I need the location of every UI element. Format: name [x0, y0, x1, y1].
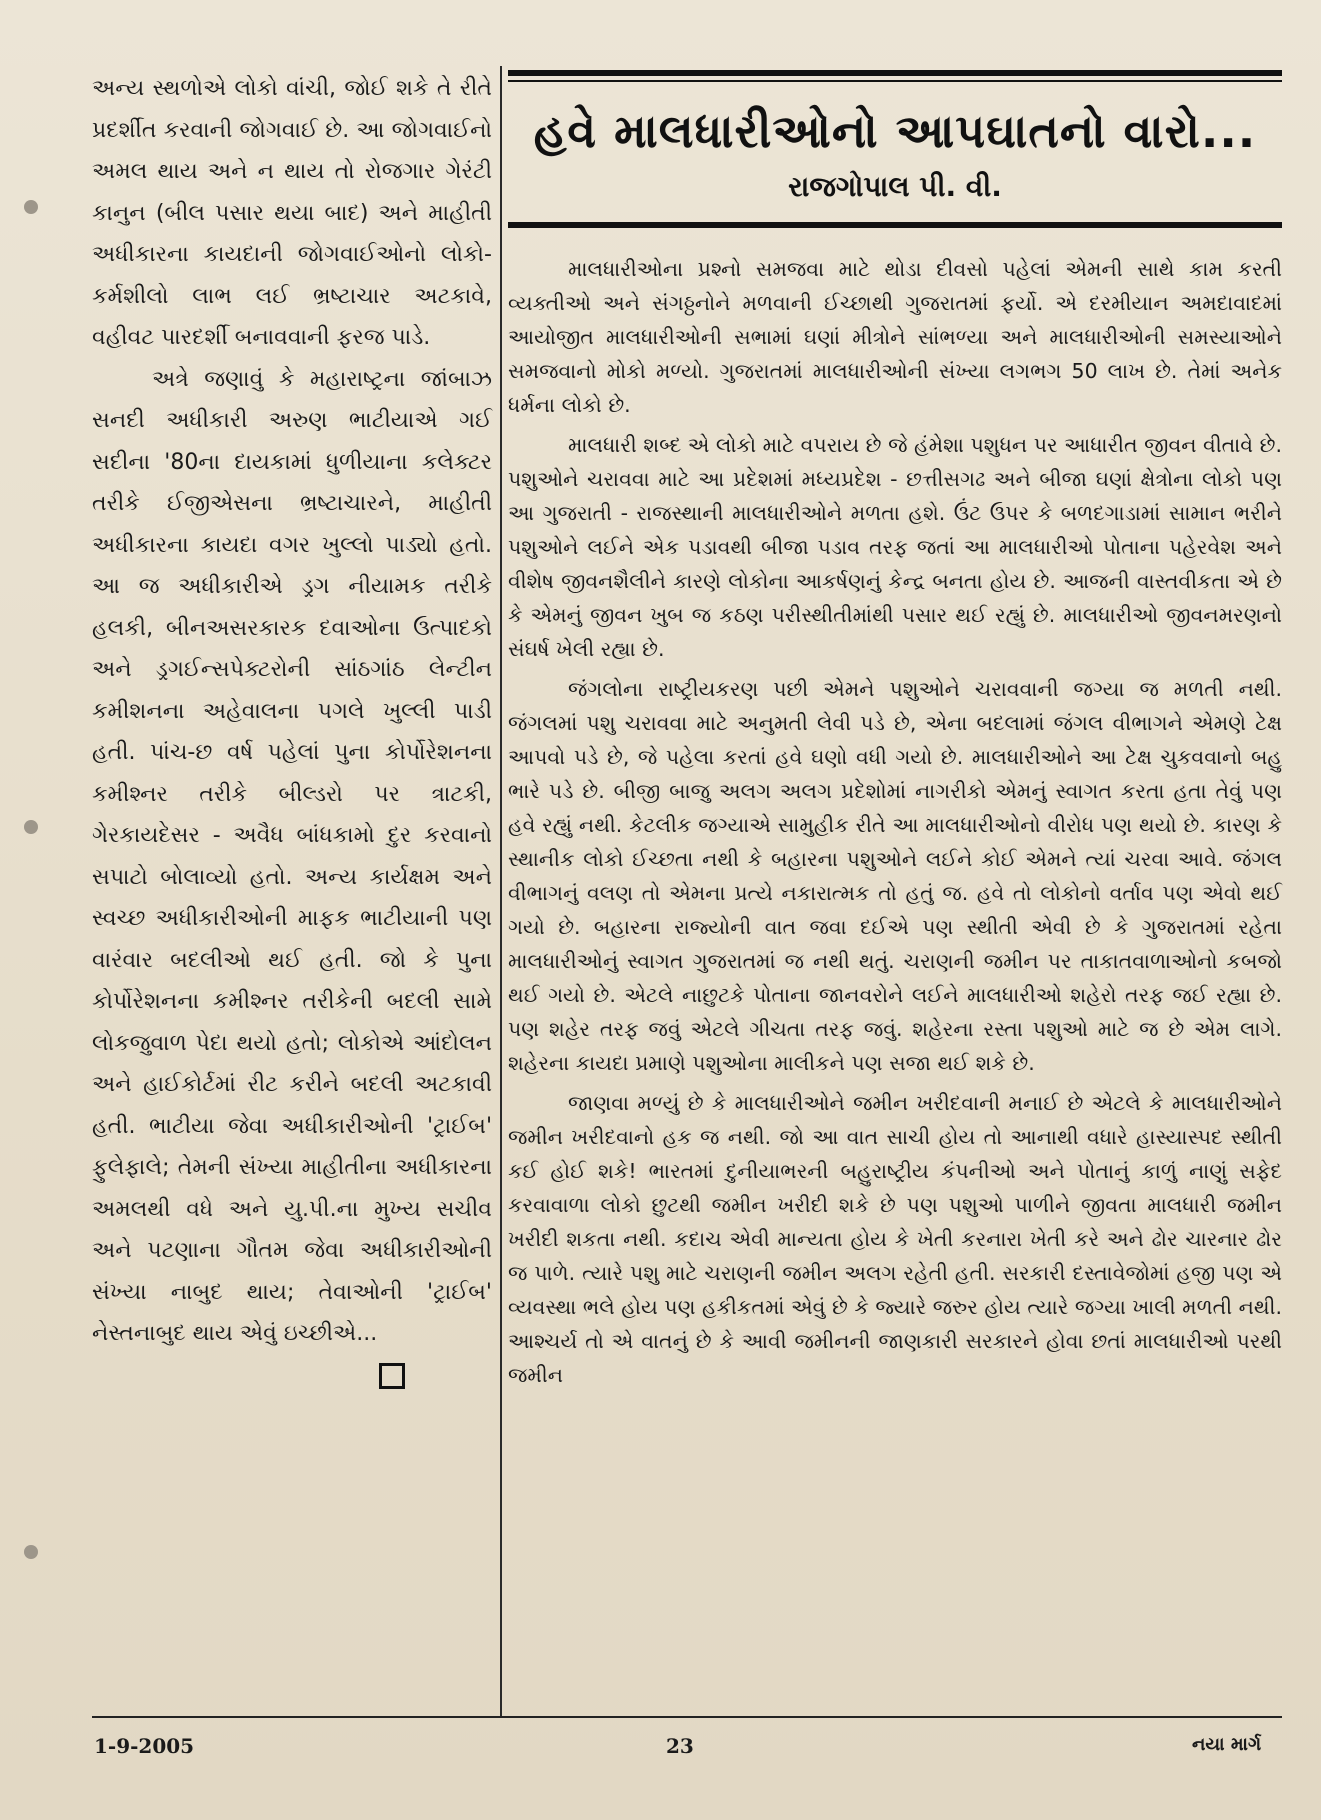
- footer-rule: [92, 1716, 1282, 1718]
- article-paragraph-2: માલધારી શબ્દ એ લોકો માટે વપરાય છે જે હંમેશા પશુધન પર આધારીત જીવન વીતાવે છે. પશુઓને ચરાવવા માટે આ પ્રદેશમાં મધ્યપ્રદેશ - છત્તીસગઢ અને બીજા ઘણાં ક્ષેત્રોના લોકો પણ આ ગુજરાતી - રાજસ્થાની માલધારીઓને મળતા હશે. ઉંટ ઉપર કે બળદગાડામાં સામાન ભરીને પશુઓને લઈને એક પડાવથી બીજા પડાવ તરફ જતાં આ માલધારીઓ પોતાના પહેરવેશ અને વીશેષ જીવનશૈલીને કારણે લોકોના આકર્ષણનું કેન્દ્ર બનતા હોય છે. આજની વાસ્તવીકતા એ છે કે એમનું જીવન ખુબ જ કઠણ પરીસ્થીતીમાંથી પસાર થઈ રહ્યું છે. માલધારીઓ જીવનમરણનો સંઘર્ષ ખેલી રહ્યા છે.: [508, 433, 1282, 661]
- left-paragraph-2: અત્રે જણાવું કે મહારાષ્ટ્રના જાંબાઝ સનદી અધીકારી અરુણ ભાટીયાએ ગઈ સદીના '80ના દાયકામાં ધુળીયાના કલેક્ટર તરીકે ઈજીએસના ભ્રષ્ટાચારને, માહીતી અધીકારના કાયદા વગર ખુલ્લો પાડ્યો હતો. આ જ અધીકારીએ ડ્રગ નીયામક તરીકે હલકી, બીનઅસરકારક દવાઓના ઉત્પાદકો અને ડ્રગઈન્સપેક્ટરોની સાંઠગાંઠ લેન્ટીન કમીશનના અહેવાલના પગલે ખુલ્લી પાડી હતી. પાંચ-છ વર્ષ પહેલાં પુના કોર્પોરેશનના કમીશ્નર તરીકે બીલ્ડરો પર ત્રાટકી, ગેરકાયદેસર - અવૈધ બાંધકામો દુર કરવાનો સપાટો બોલાવ્યો હતો. અન્ય કાર્યક્ષમ અને સ્વચ્છ અધીકારીઓની માફક ભાટીયાની પણ વારંવાર બદલીઓ થઈ હતી. જો કે પુના કોર્પોરેશનના કમીશ્નર તરીકેની બદલી સામે લોકજુવાળ પેદા થયો હતો; લોકોએ આંદોલન અને હાઈકોર્ટમાં રીટ કરીને બદલી અટકાવી હતી. ભાટીયા જેવા અધીકારીઓની 'ટ્રાઈબ' ફુલેફાલે; તેમની સંખ્યા માહીતીના અધીકારના અમલથી વધે અને યુ.પી.ના મુખ્ય સચીવ અને પટણાના ગૌતમ જેવા અધીકારીઓની સંખ્યા નાબુદ થાય; તેવાઓની 'ટ્રાઈબ' નેસ્તનાબુદ થાય એવું ઇચ્છીએ...: [92, 366, 492, 1346]
- header-rule-top: [508, 70, 1282, 76]
- article-paragraph-3: જંગલોના રાષ્ટ્રીયકરણ પછી એમને પશુઓને ચરાવવાની જગ્યા જ મળતી નથી. જંગલમાં પશુ ચરાવવા માટે અનુમતી લેવી પડે છે, એના બદલામાં જંગલ વીભાગને એમણે ટેક્ષ આપવો પડે છે, જે પહેલા કરતાં હવે ઘણો વધી ગયો છે. માલધારીઓને આ ટેક્ષ ચુકવવાનો બહુ ભારે પડે છે. બીજી બાજુ અલગ અલગ પ્રદેશોમાં નાગરીકો એમનું સ્વાગત કરતા હતા તેવું પણ હવે રહ્યું નથી. કેટલીક જગ્યાએ સામુહીક રીતે આ માલધારીઓનો વીરોધ પણ થયો છે. કારણ કે સ્થાનીક લોકો ઈચ્છતા નથી કે બહારના પશુઓને લઈને કોઈ એમને ત્યાં ચરવા આવે. જંગલ વીભાગનું વલણ તો એમના પ્રત્યે નકારાત્મક તો હતું જ. હવે તો લોકોનો વર્તાવ પણ એવો થઈ ગયો છે. બહારના રાજ્યોની વાત જવા દઈએ પણ સ્થીતી એવી છે કે ગુજરાતમાં રહેતા માલધારીઓનું સ્વાગત ગુજરાતમાં જ નથી થતું. ચરાણની જમીન પર તાકાતવાળાઓનો કબજો થઈ ગયો છે. એટલે નાછુટકે પોતાના જાનવરોને લઈને માલધારીઓ શહેરો તરફ જઈ રહ્યા છે. પણ શહેર તરફ જવું એટલે ગીચતા તરફ જવું. શહેરના રસ્તા પશુઓ માટે જ છે એમ લાગે. શહેરના કાયદા પ્રમાણે પશુઓના માલીકને પણ સજા થઈ શકે છે.: [508, 677, 1282, 1075]
- column-divider: [500, 66, 502, 1716]
- header-rule-top-thin: [508, 80, 1282, 82]
- end-of-article-mark: [379, 1363, 405, 1389]
- header-rule-bottom: [508, 222, 1282, 228]
- article-paragraph-1: માલધારીઓના પ્રશ્નો સમજવા માટે થોડા દીવસો પહેલાં એમની સાથે કામ કરતી વ્યક્તીઓ અને સંગઠ્ઠનોને મળવાની ઈચ્છાથી ગુજરાતમાં ફર્યો. એ દરમીયાન અમદાવાદમાં આયોજીત માલધારીઓની સભામાં ઘણાં મીત્રોને સાંભળ્યા અને માલધારીઓની સમસ્યાઓને સમજવાનો મોકો મળ્યો. ગુજરાતમાં માલધારીઓની સંખ્યા લગભગ 50 લાખ છે. તેમાં અનેક ધર્મના લોકો છે.: [508, 257, 1282, 417]
- article-header: [508, 70, 1282, 228]
- magazine-name: નયા માર્ગ: [1192, 1734, 1262, 1755]
- binder-hole: [24, 1545, 38, 1559]
- left-paragraph-1: અન્ય સ્થળોએ લોકો વાંચી, જોઈ શકે તે રીતે પ્રદર્શીત કરવાની જોગવાઈ છે. આ જોગવાઈનો અમલ થાય અને ન થાય તો રોજગાર ગેરંટી કાનુન (બીલ પસાર થયા બાદ) અને માહીતી અધીકારના કાયદાની જોગવાઈઓનો લોકો-કર્મશીલો લાભ લઈ ભ્રષ્ટાચાર અટકાવે, વહીવટ પારદર્શી બનાવવાની ફરજ પાડે.: [92, 76, 492, 350]
- binder-hole: [24, 200, 38, 214]
- page-number: 23: [666, 1734, 694, 1758]
- article-byline: રાજગોપાલ પી. વી.: [788, 170, 1002, 203]
- article-body: [508, 252, 1282, 1398]
- binder-hole: [24, 820, 38, 834]
- left-column: [92, 68, 492, 1389]
- article-paragraph-4: જાણવા મળ્યું છે કે માલધારીઓને જમીન ખરીદવાની મનાઈ છે એટલે કે માલધારીઓને જમીન ખરીદવાનો હક જ નથી. જો આ વાત સાચી હોય તો આનાથી વધારે હાસ્યાસ્પદ સ્થીતી કઈ હોઈ શકે! ભારતમાં દુનીયાભરની બહુરાષ્ટ્રીય કંપનીઓ અને પોતાનું કાળું નાણું સફેદ કરવાવાળા લોકો છુટથી જમીન ખરીદી શકે છે પણ પશુઓ પાળીને જીવતા માલધારી જમીન ખરીદી શકતા નથી. કદાચ એવી માન્યતા હોય કે ખેતી કરનારા ખેતી કરે અને ઢોર ચારનાર ઢોર જ પાળે. ત્યારે પશુ માટે ચરાણની જમીન અલગ રહેતી હતી. સરકારી દસ્તાવેજોમાં હજી પણ એ વ્યવસ્થા ભલે હોય પણ હકીકતમાં એવું છે કે જ્યારે જરુર હોય ત્યારે જગ્યા ખાલી મળતી નથી. આશ્ચર્ય તો એ વાતનું છે કે આવી જમીનની જાણકારી સરકારને હોવા છતાં માલધારીઓ પરથી જમીન: [508, 1091, 1282, 1387]
- article-headline: હવે માલધારીઓનો આપઘાતનો વારો...: [533, 104, 1257, 158]
- footer-date: 1-9-2005: [94, 1734, 195, 1758]
